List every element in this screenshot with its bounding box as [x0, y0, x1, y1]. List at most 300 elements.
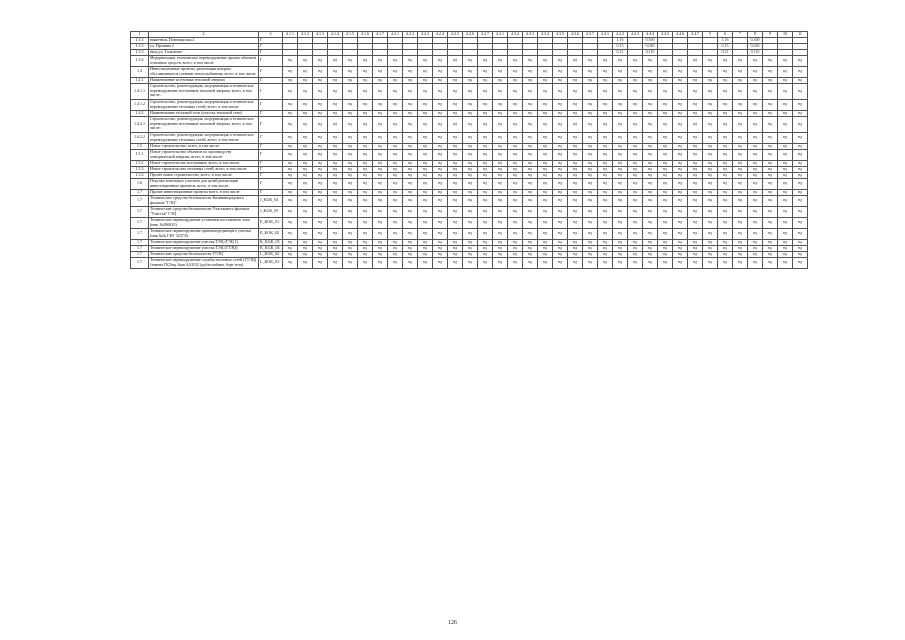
value-cell: нд — [703, 143, 718, 149]
value-cell: нд — [283, 160, 298, 166]
value-cell: нд — [568, 228, 583, 239]
value-cell: нд — [538, 228, 553, 239]
value-cell: нд — [613, 217, 628, 228]
row-number-cell: 1.3.4 — [131, 55, 149, 66]
value-cell: нд — [358, 110, 373, 116]
value-cell: нд — [673, 116, 688, 132]
value-cell: нд — [613, 245, 628, 251]
value-cell: нд — [373, 110, 388, 116]
value-cell: нд — [478, 251, 493, 257]
value-cell: нд — [733, 217, 748, 228]
value-cell: нд — [283, 149, 298, 160]
value-cell: нд — [583, 166, 598, 172]
value-cell: нд — [718, 132, 733, 143]
value-cell: нд — [403, 217, 418, 228]
row-number-cell: 1.6 — [131, 178, 149, 189]
table-row — [131, 83, 808, 99]
value-cell: нд — [373, 257, 388, 268]
value-cell: нд — [388, 251, 403, 257]
value-cell: нд — [493, 160, 508, 166]
value-cell: нд — [733, 245, 748, 251]
value-cell: нд — [613, 83, 628, 99]
value-cell: нд — [463, 251, 478, 257]
value-cell: нд — [688, 55, 703, 66]
value-cell: нд — [448, 83, 463, 99]
value-cell: нд — [748, 83, 763, 99]
value-cell: нд — [388, 99, 403, 110]
value-cell: нд — [373, 116, 388, 132]
value-cell: нд — [748, 228, 763, 239]
row-code-cell: E_KGK_01 — [259, 217, 283, 228]
value-cell: нд — [538, 178, 553, 189]
value-cell: нд — [388, 116, 403, 132]
value-cell: нд — [298, 132, 313, 143]
value-cell: нд — [763, 116, 778, 132]
value-cell: нд — [628, 251, 643, 257]
value-cell: нд — [328, 116, 343, 132]
value-cell: нд — [328, 99, 343, 110]
value-cell: нд — [283, 239, 298, 245]
row-code-cell: Г — [259, 49, 283, 55]
value-cell: нд — [763, 172, 778, 178]
value-cell: нд — [418, 77, 433, 83]
value-cell: нд — [718, 55, 733, 66]
row-name-cell: Технические средства безопасности Участкового филиала "Участок" ГЭЦ — [149, 206, 259, 217]
value-cell: нд — [733, 110, 748, 116]
value-cell: нд — [343, 83, 358, 99]
value-cell: нд — [673, 66, 688, 77]
value-cell: нд — [478, 189, 493, 195]
value-cell: нд — [373, 172, 388, 178]
value-cell: нд — [703, 66, 718, 77]
value-cell: нд — [598, 110, 613, 116]
value-cell: нд — [508, 116, 523, 132]
value-cell: нд — [388, 217, 403, 228]
value-cell: нд — [568, 239, 583, 245]
value-cell: нд — [748, 55, 763, 66]
value-cell: нд — [718, 206, 733, 217]
value-cell: нд — [628, 195, 643, 206]
value-cell: нд — [418, 178, 433, 189]
value-cell: нд — [628, 132, 643, 143]
value-cell: нд — [448, 178, 463, 189]
header-cell: 4.2.1 — [388, 32, 403, 38]
value-cell: нд — [298, 77, 313, 83]
value-cell: нд — [313, 77, 328, 83]
value-cell: нд — [448, 189, 463, 195]
value-cell: нд — [658, 245, 673, 251]
value-cell: нд — [478, 143, 493, 149]
value-cell: нд — [493, 99, 508, 110]
value-cell: нд — [763, 55, 778, 66]
value-cell: нд — [613, 195, 628, 206]
value-cell: нд — [673, 172, 688, 178]
value-cell: нд — [478, 239, 493, 245]
value-cell: нд — [418, 166, 433, 172]
value-cell: нд — [658, 149, 673, 160]
value-cell: нд — [643, 132, 658, 143]
value-cell: нд — [358, 178, 373, 189]
value-cell: нд — [673, 99, 688, 110]
value-cell: нд — [553, 206, 568, 217]
value-cell: нд — [328, 172, 343, 178]
value-cell: нд — [448, 77, 463, 83]
header-cell: 5 — [703, 32, 718, 38]
value-cell: нд — [508, 149, 523, 160]
value-cell: нд — [733, 143, 748, 149]
value-cell: нд — [433, 110, 448, 116]
value-cell: нд — [433, 217, 448, 228]
value-cell: нд — [388, 228, 403, 239]
value-cell: нд — [298, 172, 313, 178]
value-cell: нд — [343, 195, 358, 206]
value-cell: нд — [598, 195, 613, 206]
value-cell: нд — [463, 66, 478, 77]
value-cell: нд — [403, 257, 418, 268]
row-code-cell: Г — [259, 149, 283, 160]
value-cell: нд — [418, 172, 433, 178]
row-number-cell: 1.3.3 — [131, 49, 149, 55]
value-cell: нд — [508, 257, 523, 268]
value-cell: нд — [778, 110, 793, 116]
value-cell: нд — [598, 257, 613, 268]
row-number-cell: 1.7 — [131, 217, 149, 228]
value-cell: нд — [793, 166, 808, 172]
value-cell: нд — [598, 132, 613, 143]
value-cell: нд — [358, 206, 373, 217]
investment-program-table — [130, 31, 808, 269]
value-cell: нд — [403, 239, 418, 245]
value-cell: нд — [703, 166, 718, 172]
value-cell: нд — [508, 132, 523, 143]
row-code-cell: E_KGK_02 — [259, 228, 283, 239]
value-cell: нд — [598, 239, 613, 245]
value-cell: нд — [538, 189, 553, 195]
value-cell: нд — [433, 189, 448, 195]
value-cell: нд — [553, 66, 568, 77]
row-code-cell: Г — [259, 99, 283, 110]
value-cell: нд — [328, 160, 343, 166]
value-cell: нд — [598, 166, 613, 172]
table-row — [131, 206, 808, 217]
value-cell: нд — [673, 83, 688, 99]
value-cell: нд — [508, 206, 523, 217]
value-cell: нд — [718, 178, 733, 189]
value-cell: нд — [628, 55, 643, 66]
value-cell: нд — [628, 116, 643, 132]
value-cell: нд — [568, 149, 583, 160]
value-cell: нд — [688, 110, 703, 116]
value-cell: нд — [643, 160, 658, 166]
value-cell: нд — [613, 206, 628, 217]
value-cell: нд — [583, 116, 598, 132]
value-cell: нд — [388, 110, 403, 116]
value-cell: нд — [688, 99, 703, 110]
page-number: 126 — [448, 620, 457, 626]
row-name-cell: Технические средства безопасности ГТЭЦ — [149, 251, 259, 257]
value-cell: нд — [598, 172, 613, 178]
value-cell: нд — [703, 257, 718, 268]
value-cell: нд — [793, 143, 808, 149]
value-cell: нд — [493, 110, 508, 116]
value-cell: нд — [493, 239, 508, 245]
value-cell: нд — [358, 257, 373, 268]
value-cell: нд — [298, 245, 313, 251]
value-cell: нд — [673, 143, 688, 149]
value-cell: нд — [733, 239, 748, 245]
value-cell: нд — [793, 178, 808, 189]
value-cell: нд — [703, 172, 718, 178]
value-cell: нд — [493, 178, 508, 189]
value-cell: нд — [763, 189, 778, 195]
value-cell: нд — [688, 245, 703, 251]
value-cell: нд — [313, 195, 328, 206]
header-cell: 4.2.7 — [478, 32, 493, 38]
value-cell: нд — [598, 55, 613, 66]
value-cell: нд — [673, 239, 688, 245]
value-cell: нд — [673, 77, 688, 83]
value-cell: нд — [748, 195, 763, 206]
value-cell: нд — [373, 195, 388, 206]
value-cell: нд — [703, 83, 718, 99]
value-cell: нд — [658, 77, 673, 83]
value-cell: нд — [583, 77, 598, 83]
value-cell: нд — [433, 143, 448, 149]
value-cell: нд — [313, 110, 328, 116]
row-name-cell: Технические средства безопасности Калининградского филиала "ГЭЦ" — [149, 195, 259, 206]
value-cell: нд — [628, 143, 643, 149]
header-cell: 3 — [259, 32, 283, 38]
value-cell: нд — [568, 195, 583, 206]
value-cell: нд — [628, 245, 643, 251]
row-name-cell: Новое строительство, всего, в том числе: — [149, 143, 259, 149]
table-row — [131, 217, 808, 228]
value-cell: нд — [493, 251, 508, 257]
header-cell: 4.1.1 — [283, 32, 298, 38]
value-cell: нд — [478, 116, 493, 132]
value-cell: нд — [493, 245, 508, 251]
value-cell: нд — [298, 149, 313, 160]
value-cell: нд — [283, 99, 298, 110]
value-cell: нд — [553, 172, 568, 178]
value-cell: нд — [463, 143, 478, 149]
value-cell: нд — [508, 83, 523, 99]
value-cell: нд — [343, 77, 358, 83]
row-code-cell: Г — [259, 178, 283, 189]
table-row — [131, 66, 808, 77]
value-cell: нд — [433, 132, 448, 143]
value-cell: нд — [343, 206, 358, 217]
value-cell: нд — [598, 99, 613, 110]
value-cell: нд — [538, 116, 553, 132]
value-cell: нд — [388, 166, 403, 172]
value-cell: нд — [328, 110, 343, 116]
value-cell: нд — [403, 55, 418, 66]
value-cell: нд — [463, 55, 478, 66]
header-cell: 4.1.6 — [358, 32, 373, 38]
value-cell: нд — [613, 132, 628, 143]
value-cell: нд — [658, 166, 673, 172]
value-cell: нд — [538, 99, 553, 110]
value-cell: нд — [403, 195, 418, 206]
value-cell: нд — [313, 116, 328, 132]
value-cell: нд — [688, 160, 703, 166]
value-cell: нд — [343, 149, 358, 160]
value-cell: нд — [598, 251, 613, 257]
value-cell: нд — [778, 166, 793, 172]
value-cell: нд — [793, 206, 808, 217]
row-number-cell: 1.4 — [131, 66, 149, 77]
value-cell: нд — [328, 189, 343, 195]
value-cell: нд — [283, 143, 298, 149]
value-cell: нд — [553, 132, 568, 143]
value-cell: нд — [283, 83, 298, 99]
value-cell: нд — [403, 178, 418, 189]
value-cell: нд — [538, 239, 553, 245]
row-name-cell: Техническое перевооружение установки постоянного тока (инв. №396810) — [149, 217, 259, 228]
value-cell: нд — [568, 77, 583, 83]
row-code-cell: Г — [259, 77, 283, 83]
value-cell: нд — [523, 55, 538, 66]
value-cell: нд — [643, 149, 658, 160]
value-cell: нд — [298, 99, 313, 110]
value-cell: нд — [583, 143, 598, 149]
value-cell: нд — [358, 166, 373, 172]
value-cell: нд — [478, 132, 493, 143]
value-cell: нд — [343, 245, 358, 251]
value-cell: нд — [478, 245, 493, 251]
value-cell: нд — [508, 239, 523, 245]
value-cell: нд — [688, 116, 703, 132]
value-cell: нд — [553, 116, 568, 132]
value-cell: нд — [538, 77, 553, 83]
row-code-cell: Г — [259, 83, 283, 99]
value-cell: нд — [388, 132, 403, 143]
value-cell: нд — [763, 143, 778, 149]
value-cell: нд — [448, 217, 463, 228]
value-cell: нд — [388, 245, 403, 251]
value-cell: нд — [658, 257, 673, 268]
value-cell: нд — [553, 110, 568, 116]
value-cell: нд — [568, 206, 583, 217]
value-cell: нд — [628, 83, 643, 99]
value-cell: нд — [598, 206, 613, 217]
value-cell: нд — [598, 77, 613, 83]
row-number-cell: 1.4.1.1 — [131, 83, 149, 99]
value-cell: нд — [448, 132, 463, 143]
value-cell: нд — [433, 160, 448, 166]
value-cell: нд — [583, 228, 598, 239]
value-cell: нд — [703, 160, 718, 166]
value-cell: нд — [553, 251, 568, 257]
value-cell: нд — [418, 206, 433, 217]
row-name-cell: Прочее новое строительство, всего, в том числе: — [149, 172, 259, 178]
row-number-cell: 1.5.1 — [131, 149, 149, 160]
value-cell: нд — [283, 251, 298, 257]
value-cell: нд — [688, 217, 703, 228]
value-cell: нд — [448, 110, 463, 116]
value-cell: нд — [298, 116, 313, 132]
value-cell: нд — [448, 206, 463, 217]
value-cell: нд — [658, 251, 673, 257]
value-cell: нд — [553, 99, 568, 110]
header-cell: 7 — [733, 32, 748, 38]
value-cell: нд — [718, 99, 733, 110]
value-cell: нд — [568, 178, 583, 189]
value-cell: нд — [553, 83, 568, 99]
value-cell: нд — [328, 178, 343, 189]
value-cell: нд — [613, 116, 628, 132]
value-cell: нд — [358, 228, 373, 239]
value-cell: нд — [643, 116, 658, 132]
value-cell: нд — [778, 172, 793, 178]
value-cell: нд — [418, 55, 433, 66]
row-name-cell: Техническое перевооружение участка ТЭЦ (ГЭЦ 1) — [149, 239, 259, 245]
value-cell: нд — [508, 110, 523, 116]
value-cell: нд — [538, 66, 553, 77]
value-cell: нд — [313, 132, 328, 143]
value-cell: нд — [373, 143, 388, 149]
value-cell: нд — [403, 66, 418, 77]
value-cell: нд — [418, 189, 433, 195]
value-cell: нд — [418, 195, 433, 206]
value-cell: нд — [793, 228, 808, 239]
value-cell: нд — [628, 239, 643, 245]
value-cell: нд — [583, 239, 598, 245]
row-number-cell: 1.3.3 — [131, 43, 149, 49]
value-cell: нд — [298, 217, 313, 228]
value-cell: нд — [733, 172, 748, 178]
value-cell: 0,15 — [718, 43, 733, 49]
value-cell: нд — [448, 160, 463, 166]
value-cell: нд — [343, 217, 358, 228]
value-cell: нд — [493, 55, 508, 66]
value-cell: нд — [403, 189, 418, 195]
value-cell: нд — [433, 257, 448, 268]
value-cell: нд — [463, 149, 478, 160]
value-cell: нд — [463, 77, 478, 83]
value-cell: нд — [298, 195, 313, 206]
value-cell: нд — [733, 228, 748, 239]
value-cell: нд — [343, 172, 358, 178]
value-cell: нд — [448, 166, 463, 172]
value-cell: нд — [643, 143, 658, 149]
value-cell: нд — [358, 217, 373, 228]
value-cell: нд — [733, 189, 748, 195]
value-cell: нд — [778, 257, 793, 268]
value-cell: нд — [508, 55, 523, 66]
value-cell: нд — [793, 251, 808, 257]
value-cell: нд — [283, 77, 298, 83]
row-code-cell: Г — [259, 166, 283, 172]
value-cell: нд — [793, 172, 808, 178]
value-cell: нд — [433, 116, 448, 132]
value-cell: нд — [583, 83, 598, 99]
value-cell: нд — [328, 83, 343, 99]
value-cell: нд — [778, 239, 793, 245]
value-cell: нд — [358, 55, 373, 66]
value-cell: нд — [523, 257, 538, 268]
value-cell: нд — [613, 149, 628, 160]
value-cell: нд — [598, 116, 613, 132]
value-cell: нд — [733, 66, 748, 77]
value-cell: нд — [418, 99, 433, 110]
value-cell: нд — [463, 245, 478, 251]
value-cell: нд — [448, 99, 463, 110]
value-cell: нд — [403, 99, 418, 110]
value-cell: нд — [688, 178, 703, 189]
value-cell: нд — [493, 149, 508, 160]
